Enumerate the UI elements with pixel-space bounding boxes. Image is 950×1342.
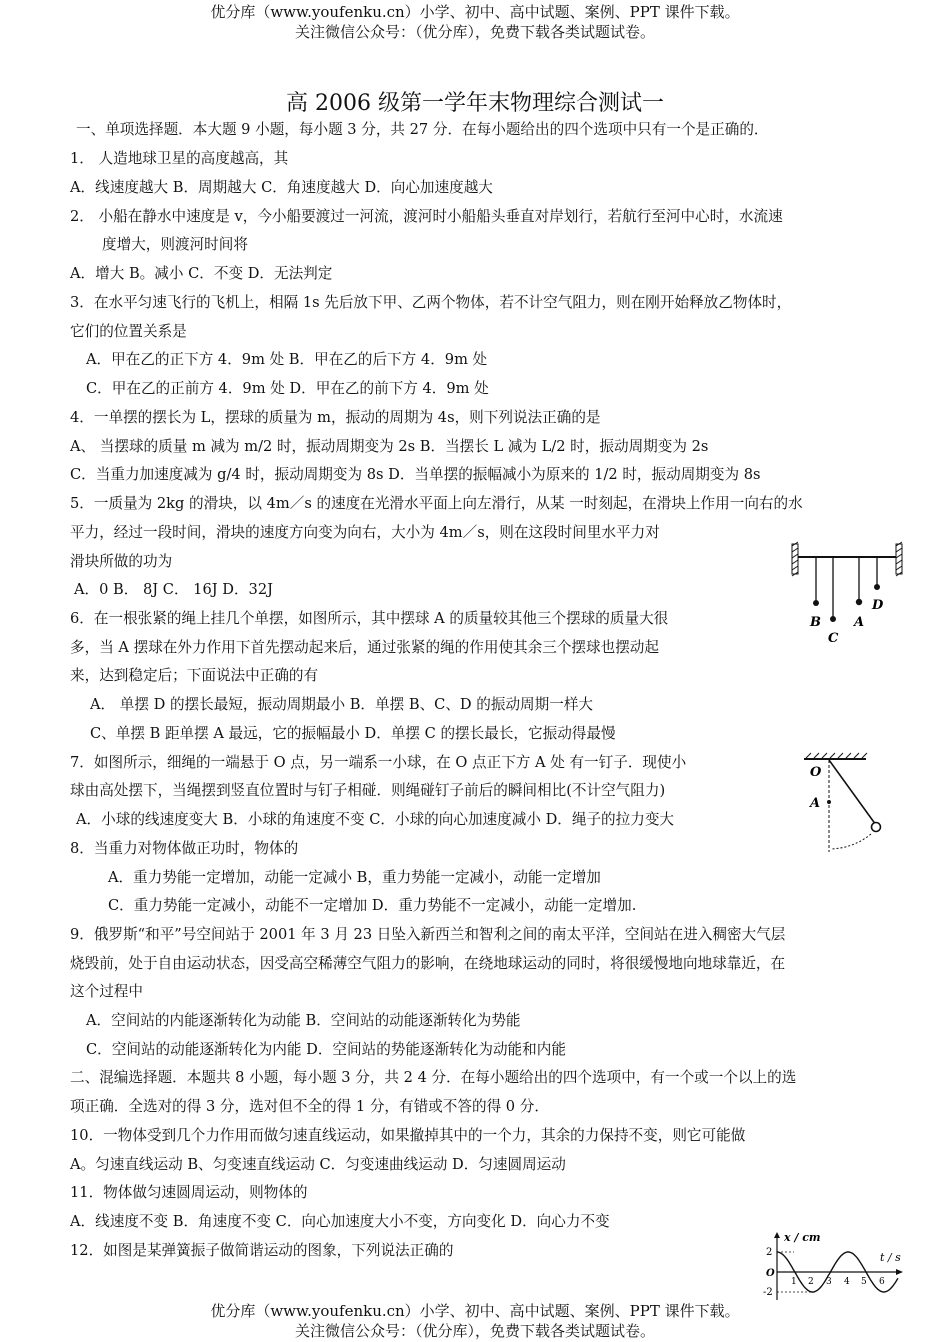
label-d: D	[872, 598, 884, 613]
string	[829, 760, 876, 825]
pendulums-figure	[788, 538, 906, 646]
question-3: 3．在水平匀速飞行的飞机上，相隔 1s 先后放下甲、乙两个物体，若不计空气阻力，则在刚开始释放乙物体时，	[70, 294, 792, 311]
question-10-options: A。匀速直线运动 B、匀变速直线运动 C．匀变速曲线运动 D．匀速圆周运动	[70, 1156, 566, 1173]
question-2: 2． 小船在静水中速度是 v，今小船要渡过一河流，渡河时小船船头垂直对岸划行，若航行至河中心时，水流速	[70, 208, 783, 225]
x-tick-3: 3	[826, 1277, 832, 1287]
ball-b	[813, 600, 819, 606]
y-tick-neg2: -2	[763, 1287, 773, 1298]
question-8: 8．当重力对物体做正功时，物体的	[70, 840, 299, 857]
y-tick-2: 2	[766, 1247, 773, 1258]
section-2-heading-cont: 项正确．全选对的得 3 分，选对但不全的得 1 分，有错或不答的得 0 分．	[70, 1098, 549, 1115]
y-axis-label: x / cm	[784, 1231, 821, 1244]
question-1: 1． 人造地球卫星的高度越高，其	[70, 150, 289, 167]
question-5-cont-2: 滑块所做的功为	[70, 553, 173, 570]
question-4-options-ab: A、 当摆球的质量 m 减为 m/2 时，振动周期变为 2s B．当摆长 L 减为 L/2 时，振动周期变为 2s	[70, 438, 709, 455]
x-tick-5: 5	[861, 1277, 867, 1287]
question-4: 4．一单摆的摆长为 L，摆球的质量为 m，振动的周期为 4s，则下列说法正确的是	[70, 409, 601, 426]
question-8-options-ab: A．重力势能一定增加，动能一定减小 B，重力势能一定减小，动能一定增加	[108, 869, 601, 886]
label-a: A	[854, 615, 865, 630]
question-9: 9．俄罗斯“和平”号空间站于 2001 年 3 月 23 日坠入新西兰和智利之间的南太平洋，空间站在进入稠密大气层	[70, 926, 786, 943]
label-b: B	[810, 615, 821, 630]
question-7-options: A．小球的线速度变大 B．小球的角速度不变 C．小球的向心加速度减小 D．绳子的拉力变大	[76, 811, 675, 828]
swing-arc	[831, 834, 871, 849]
header-line-2: 关注微信公众号：（优分库），免费下载各类试题试卷。	[294, 23, 655, 41]
footer-line-1: 优分库（www.youfenku.cn）小学、初中、高中试题、案例、PPT 课件下载。	[210, 1302, 740, 1320]
question-3-options-ab: A．甲在乙的正下方 4．9m 处 B．甲在乙的后下方 4．9m 处	[86, 351, 488, 368]
question-6: 6．在一根张紧的绳上挂几个单摆，如图所示，其中摆球 A 的质量较其他三个摆球的质量大很	[70, 610, 669, 627]
nail	[827, 800, 831, 804]
y-axis-arrow	[774, 1232, 780, 1238]
question-10: 10．一物体受到几个力作用而做匀速直线运动，如果撤掉其中的一个力，其余的力保持不变，则它可能做	[70, 1127, 746, 1144]
question-7: 7．如图所示，细绳的一端悬于 O 点，另一端系一小球，在 O 点正下方 A 处 有一钉子．现使小	[70, 754, 687, 771]
question-2-options: A．增大 B。减小 C．不变 D．无法判定	[70, 265, 333, 282]
ball-c	[830, 616, 836, 622]
label-a: A	[810, 796, 821, 811]
x-tick-4: 4	[844, 1277, 850, 1287]
section-1-heading: 一、单项选择题．本大题 9 小题，每小题 3 分，共 27 分．在每小题给出的四个选项中只有一个是正确的．	[76, 121, 769, 138]
question-9-cont: 烧毁前，处于自由运动状态，因受高空稀薄空气阻力的影响，在绕地球运动的同时，将很缓慢地向地球靠近，在	[70, 955, 786, 972]
x-axis-arrow	[896, 1269, 903, 1275]
sho-graph-figure	[760, 1228, 908, 1304]
question-3-options-cd: C．甲在乙的正前方 4．9m 处 D．甲在乙的前下方 4．9m 处	[86, 380, 489, 397]
question-11-options: A．线速度不变 B．角速度不变 C．向心加速度大小不变，方向变化 D．向心力不变	[70, 1213, 610, 1230]
question-5-options: A．0 B． 8J C． 16J D．32J	[74, 581, 273, 598]
page-title: 高 2006 级第一学年末物理综合测试一	[286, 91, 664, 116]
question-12: 12．如图是某弹簧振子做简谐运动的图象，下列说法正确的	[70, 1242, 454, 1259]
question-5: 5．一质量为 2kg 的滑块，以 4m／s 的速度在光滑水平面上向左滑行，从某 一时刻起，在滑块上作用一向右的水	[70, 495, 803, 512]
label-o: O	[810, 765, 822, 780]
header-line-1: 优分库（www.youfenku.cn）小学、初中、高中试题、案例、PPT 课件下载。	[210, 3, 740, 21]
right-wall-hatch	[896, 542, 902, 576]
question-1-options: A．线速度越大 B．周期越大 C．角速度越大 D．向心加速度越大	[70, 179, 493, 196]
question-6-cont-2: 来，达到稳定后；下面说法中正确的有	[70, 667, 319, 684]
question-3-cont: 它们的位置关系是	[70, 323, 187, 340]
x-tick-2: 2	[808, 1277, 814, 1287]
question-9-options-ab: A．空间站的内能逐渐转化为动能 B．空间站的动能逐渐转化为势能	[86, 1012, 521, 1029]
origin-label: O	[766, 1268, 775, 1279]
ball-d	[874, 584, 880, 590]
x-axis-label: t / s	[880, 1251, 901, 1264]
label-c: C	[828, 631, 839, 646]
question-6-options-cd: C、单摆 B 距单摆 A 最远，它的振幅最小 D．单摆 C 的摆长最长，它振动得最慢	[90, 725, 616, 742]
nail-pendulum-figure	[796, 752, 896, 856]
x-tick-6: 6	[879, 1277, 885, 1287]
ceiling-hatch	[806, 753, 867, 758]
question-11: 11．物体做匀速圆周运动，则物体的	[70, 1184, 308, 1201]
left-wall-hatch	[792, 542, 798, 576]
question-5-cont: 平力，经过一段时间，滑块的速度方向变为向右，大小为 4m／s，则在这段时间里水平力对	[70, 524, 660, 541]
section-2-heading: 二、混编选择题．本题共 8 小题，每小题 3 分，共 2 4 分．在每小题给出的四个选项中，有一个或一个以上的选	[70, 1069, 797, 1086]
ball-a	[856, 599, 862, 605]
question-7-cont: 球由高处摆下，当绳摆到竖直位置时与钉子相碰．则绳碰钉子前后的瞬间相比(不计空气阻力)	[70, 782, 666, 799]
question-9-options-cd: C．空间站的动能逐渐转化为内能 D．空间站的势能逐渐转化为动能和内能	[86, 1041, 566, 1058]
question-6-cont: 多，当 A 摆球在外力作用下首先摆动起来后，通过张紧的绳的作用使其余三个摆球也摆动起	[70, 639, 659, 656]
question-6-options-ab: A． 单摆 D 的摆长最短，振动周期最小 B．单摆 B、C、D 的振动周期一样大	[90, 696, 594, 713]
question-2-cont: 度增大，则渡河时间将	[102, 236, 248, 253]
question-9-cont-2: 这个过程中	[70, 983, 143, 1000]
ball	[872, 823, 881, 832]
question-4-options-cd: C．当重力加速度减为 g/4 时，振动周期变为 8s D．当单摆的振幅减小为原来的 1/2 时，振动周期变为 8s	[70, 466, 761, 483]
question-8-options-cd: C．重力势能一定减小，动能不一定增加 D．重力势能不一定减小，动能一定增加.	[108, 897, 637, 914]
footer-line-2: 关注微信公众号：（优分库），免费下载各类试题试卷。	[294, 1322, 655, 1340]
x-tick-1: 1	[791, 1277, 797, 1287]
